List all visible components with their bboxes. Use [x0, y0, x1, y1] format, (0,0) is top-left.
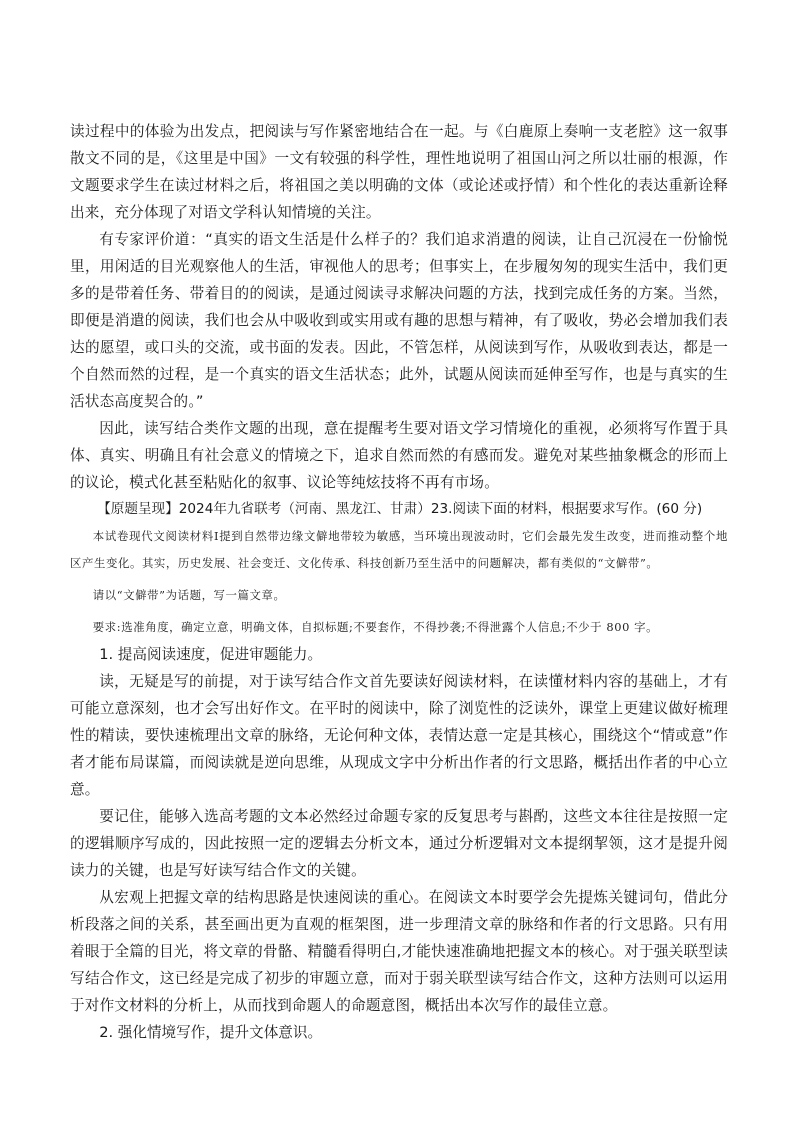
section-1-heading: 1. 提高阅读速度，促进审题能力。 [99, 646, 323, 663]
exam-material-block [70, 523, 728, 641]
section-1-paragraph-3: 从宏观上把握文章的结构思路是快速阅读的重心。在阅读文本时要学会先提炼关键词句，借此分析段落之间的关系，甚至画出更为直观的框架图，进一步理清文章的脉络和作者的行文思路。只有用着眼于全篇的目光，将文章的骨骼、精髓看得明白,才能快速准确地把握文本的核心。对于强关联型读写结合作文，这已经是完成了初步的审题立意，而对于弱关联型读写结合作文，这种方法则可以运用于对作文材料的分析上，从而找到命题人的命题意图，概括出本次写作的最佳立意。 [70, 889, 728, 1014]
paragraph-conclusion: 因此，读写结合类作文题的出现，意在提醒考生要对语文学习情境化的重视，必须将写作置于具体、真实、明确且有社会意义的情境之下，追求自然而然的有感而发。避免对某些抽象概念的形而上的议论，模式化甚至粘贴化的叙事、议论等纯炫技将不再有市场。 [70, 420, 728, 491]
material-prompt: 请以“文僻带”为话题，写一篇文章。 [92, 588, 286, 602]
exam-source-line: 【原题呈现】2024年九省联考（河南、黑龙江、甘肃）23.阅读下面的材料，根据要求写作。(60 分) [97, 501, 703, 517]
section-1-paragraph-2: 要记住，能够入选高考题的文本必然经过命题专家的反复思考与斟酌，这些文本往往是按照一定的逻辑顺序写成的，因此按照一定的逻辑去分析文本，通过分析逻辑对文本提纲挈领，这才是提升阅读力的关键，也是写好读写结合作文的关键。 [70, 808, 728, 879]
section-1-paragraph-1: 读，无疑是写的前提，对于读写结合作文首先要读好阅读材料，在读懂材料内容的基础上，才有可能立意深刻，也才会写出好作文。在平时的阅读中，除了浏览性的泛读外，课堂上更建议做好梳理性的精读，要快速梳理出文章的脉络，无论何种文体，表情达意一定是其核心，围绕这个“情或意”作者才能布局谋篇，而阅读就是逆向思维，从现成文字中分析出作者的行文思路，概括出作者的中心立意。 [70, 673, 728, 798]
section-2-heading: 2. 强化情境写作，提升文体意识。 [99, 1024, 323, 1041]
document-body [70, 118, 728, 1046]
paragraph-expert-comment: 有专家评价道：“真实的语文生活是什么样子的？我们追求消遣的阅读，让自己沉浸在一份愉悦里，用闲适的目光观察他人的生活，审视他人的思考；但事实上，在步履匆匆的现实生活中，我们更多的是带着任务、带着目的的阅读，是通过阅读寻求解决问题的方法，找到完成任务的方案。当然，即便是消遣的阅读，我们也会从中吸收到或实用或有趣的思想与精神，有了吸收，势必会增加我们表达的愿望，或口头的交流，或书面的发表。因此，不管怎样，从阅读到写作，从吸收到表达，都是一个自然而然的过程，是一个真实的语文生活状态；此外，试题从阅读而延伸至写作，也是与真实的生活状态高度契合的。” [70, 231, 728, 410]
material-requirements: 要求:选准角度，确定立意，明确文体，自拟标题;不要套作，不得抄袭;不得泄露个人信息;不少于 800 字。 [92, 620, 659, 634]
paragraph-reading-experience: 读过程中的体验为出发点，把阅读与写作紧密地结合在一起。与《白鹿原上奏响一支老腔》这一叙事散文不同的是，《这里是中国》一文有较强的科学性，理性地说明了祖国山河之所以壮丽的根源，作文题要求学生在读过材料之后，将祖国之美以明确的文体（或论述或抒情）和个性化的表达重新诠释出来，充分体现了对语文学科认知情境的关注。 [70, 123, 728, 221]
material-text: 本试卷现代文阅读材料Ⅰ提到自然带边缘文僻地带较为敏感，当环境出现波动时，它们会最先发生改变，进而推动整个地区产生变化。其实，历史发展、社会变迁、文化传承、科技创新乃至生活中的问题解决，都有类似的“文僻带”。 [70, 529, 728, 570]
